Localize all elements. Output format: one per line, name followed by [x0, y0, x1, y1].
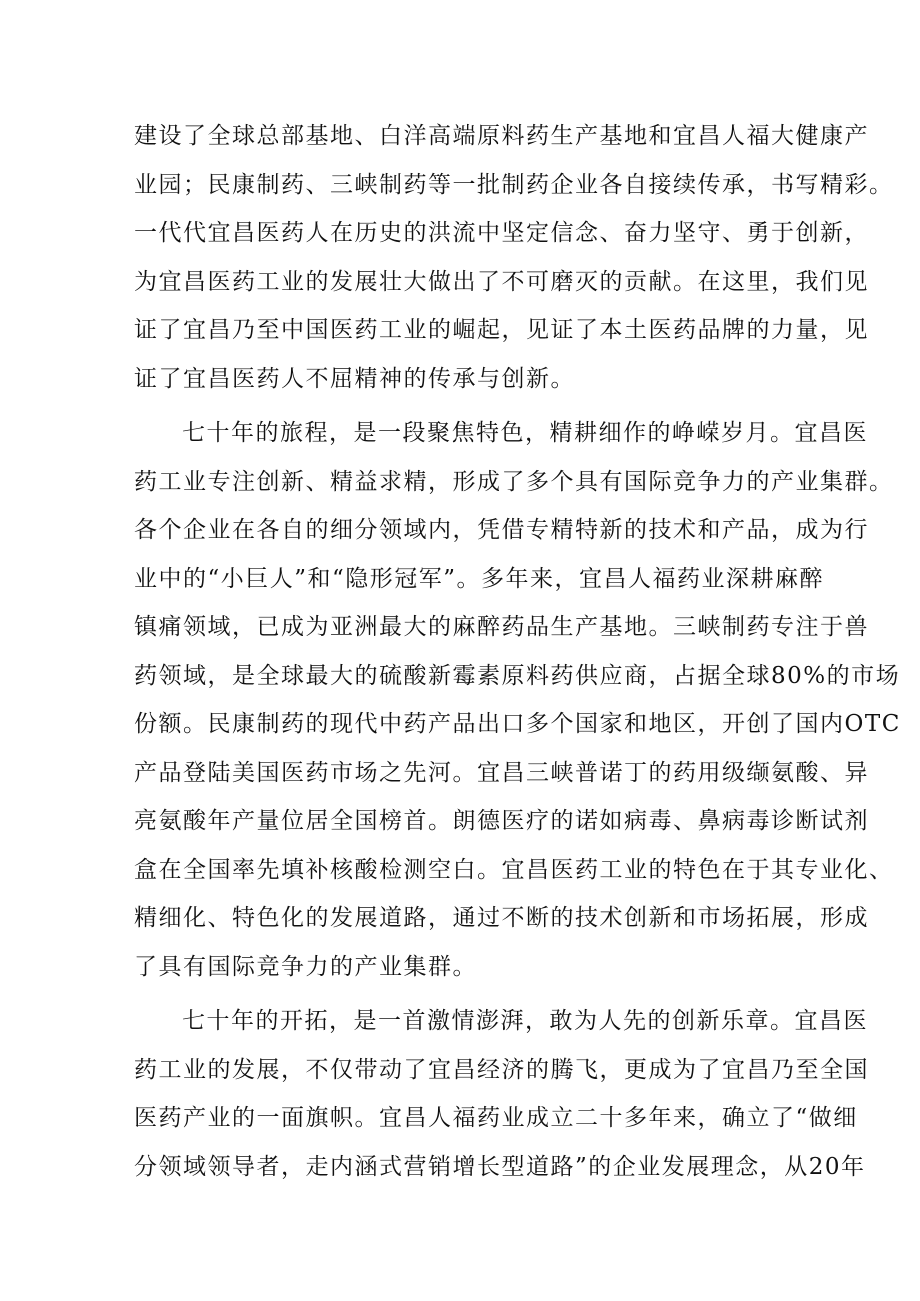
text-line: 一代代宜昌医药人在历史的洪流中坚定信念、奋力坚守、勇于创新，	[134, 220, 869, 246]
text-line: 亮氨酸年产量位居全国榜首。朗德医疗的诺如病毒、鼻病毒诊断试剂	[134, 808, 869, 834]
text-line: 七十年的旅程，是一段聚焦特色，精耕细作的峥嵘岁月。宜昌医	[182, 420, 868, 446]
paragraph-3	[134, 997, 869, 1191]
text-line: 七十年的开拓，是一首激情澎湃，敢为人先的创新乐章。宜昌医	[182, 1008, 868, 1034]
document-body	[134, 112, 901, 1191]
text-line: 镇痛领域，已成为亚洲最大的麻醉药品生产基地。三峡制药专注于兽	[134, 614, 869, 640]
text-line: 建设了全球总部基地、白洋高端原料药生产基地和宜昌人福大健康产	[134, 123, 869, 149]
text-line: 医药产业的一面旗帜。宜昌人福药业成立二十多年来，确立了“做细	[134, 1105, 858, 1131]
text-line: 药领域，是全球最大的硫酸新霉素原料药供应商，占据全球80%的市场	[134, 662, 901, 689]
text-line: 盒在全国率先填补核酸检测空白。宜昌医药工业的特色在于其专业化、	[134, 856, 894, 883]
paragraph-2	[134, 409, 901, 991]
text-line: 业园；民康制药、三峡制药等一批制药企业各自接续传承，书写精彩。	[134, 171, 894, 198]
text-line: 了具有国际竞争力的产业集群。	[134, 953, 477, 980]
text-line: 分领域领导者，走内涵式营销增长型道路”的企业发展理念，从20年	[134, 1153, 866, 1180]
text-line: 为宜昌医药工业的发展壮大做出了不可磨灭的贡献。在这里，我们见	[134, 268, 869, 295]
text-line: 药工业专注创新、精益求精，形成了多个具有国际竞争力的产业集群。	[134, 468, 894, 495]
text-line: 份额。民康制药的现代中药产品出口多个国家和地区，开创了国内OTC	[134, 711, 901, 737]
text-line: 证了宜昌医药人不屈精神的传承与创新。	[134, 365, 575, 392]
text-line: 产品登陆美国医药市场之先河。宜昌三峡普诺丁的药用级缬氨酸、异	[134, 759, 869, 786]
text-line: 药工业的发展，不仅带动了宜昌经济的腾飞，更成为了宜昌乃至全国	[134, 1056, 869, 1083]
text-line: 精细化、特色化的发展道路，通过不断的技术创新和市场拓展，形成	[134, 905, 869, 931]
paragraph-1	[134, 112, 894, 403]
text-line: 业中的“小巨人”和“隐形冠军”。多年来，宜昌人福药业深耕麻醉	[134, 565, 825, 592]
text-line: 各个企业在各自的细分领域内，凭借专精特新的技术和产品，成为行	[134, 517, 869, 543]
text-line: 证了宜昌乃至中国医药工业的崛起，见证了本土医药品牌的力量，见	[134, 317, 869, 343]
